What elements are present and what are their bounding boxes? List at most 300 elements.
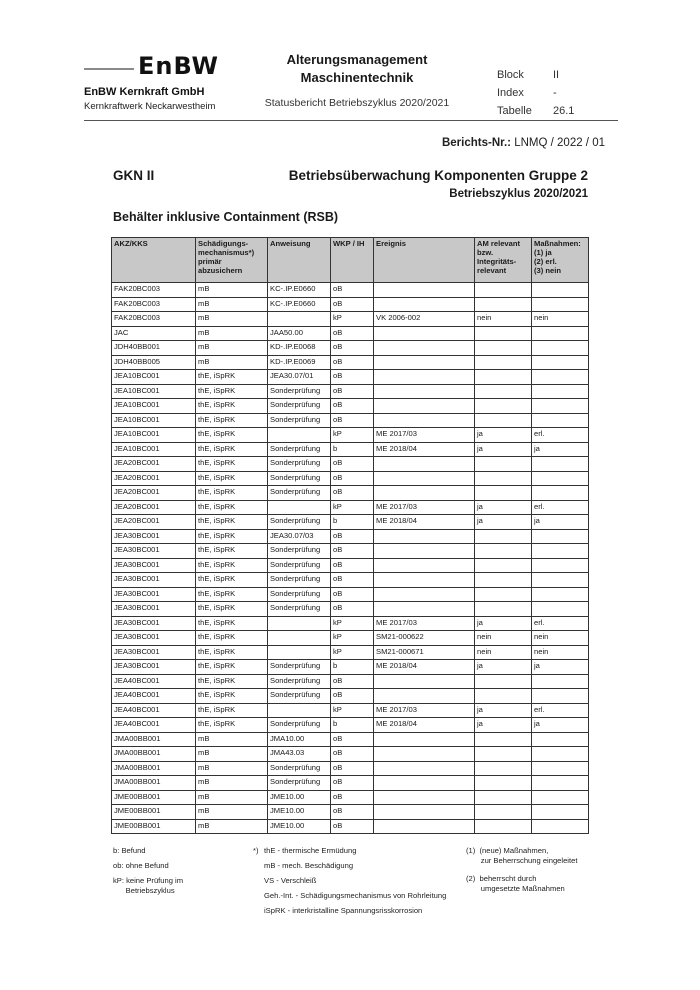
cell-wkp-ih: oB — [331, 457, 374, 472]
table-row — [112, 558, 589, 573]
cell-damage-mechanism: mB — [196, 747, 268, 762]
cell-damage-mechanism: thE, iSpRK — [196, 631, 268, 646]
cell-akz-kks: JEA10BC001 — [112, 442, 196, 457]
table-row — [112, 399, 589, 414]
cell-damage-mechanism: mB — [196, 819, 268, 834]
cell-event — [374, 558, 475, 573]
cell-damage-mechanism: thE, iSpRK — [196, 718, 268, 733]
cell-am-relevant — [475, 413, 532, 428]
cell-am-relevant — [475, 355, 532, 370]
header-am-relevant: AM relevant bzw. Integritäts- relevant — [475, 238, 532, 283]
cell-event — [374, 355, 475, 370]
header-damage-mechanism: Schädigungs- mechanismus*) primär abzusichern — [196, 238, 268, 283]
cell-event — [374, 747, 475, 762]
cell-wkp-ih: b — [331, 660, 374, 675]
cell-instruction: KD-.IP.E0068 — [268, 341, 331, 356]
cell-event — [374, 544, 475, 559]
cell-damage-mechanism: mB — [196, 312, 268, 327]
cell-event — [374, 399, 475, 414]
cell-event — [374, 674, 475, 689]
cell-event: VK 2006-002 — [374, 312, 475, 327]
cell-wkp-ih: kP — [331, 312, 374, 327]
cell-measures — [532, 399, 589, 414]
cell-damage-mechanism: thE, iSpRK — [196, 703, 268, 718]
cell-akz-kks: JEA30BC001 — [112, 573, 196, 588]
cell-instruction: Sonderprüfung — [268, 761, 331, 776]
table-row — [112, 283, 589, 298]
legend-mechanisms — [264, 846, 446, 916]
cell-instruction: Sonderprüfung — [268, 558, 331, 573]
cell-instruction — [268, 312, 331, 327]
cell-instruction: JME10.00 — [268, 805, 331, 820]
cell-measures: erl. — [532, 616, 589, 631]
cell-wkp-ih: oB — [331, 326, 374, 341]
table-row — [112, 761, 589, 776]
cell-wkp-ih: oB — [331, 486, 374, 501]
cell-akz-kks: JEA20BC001 — [112, 515, 196, 530]
cell-akz-kks: JEA40BC001 — [112, 689, 196, 704]
cell-wkp-ih: oB — [331, 355, 374, 370]
cell-instruction: Sonderprüfung — [268, 457, 331, 472]
cell-am-relevant: ja — [475, 718, 532, 733]
cell-measures — [532, 776, 589, 791]
cell-akz-kks: JEA30BC001 — [112, 602, 196, 617]
cell-am-relevant — [475, 747, 532, 762]
cell-measures — [532, 674, 589, 689]
cell-event — [374, 602, 475, 617]
header-measures: Maßnahmen: (1) ja (2) erl. (3) nein — [532, 238, 589, 283]
cell-damage-mechanism: thE, iSpRK — [196, 660, 268, 675]
cell-damage-mechanism: mB — [196, 297, 268, 312]
cell-instruction: JEA30.07/01 — [268, 370, 331, 385]
cell-event: ME 2018/04 — [374, 442, 475, 457]
cell-measures: erl. — [532, 428, 589, 443]
cell-wkp-ih: oB — [331, 399, 374, 414]
legend-item: mB - mech. Beschädigung — [264, 861, 354, 870]
cell-measures: ja — [532, 660, 589, 675]
table-row — [112, 631, 589, 646]
cell-damage-mechanism: thE, iSpRK — [196, 558, 268, 573]
cell-instruction — [268, 703, 331, 718]
cell-damage-mechanism: thE, iSpRK — [196, 573, 268, 588]
cell-damage-mechanism: thE, iSpRK — [196, 544, 268, 559]
cell-akz-kks: JEA20BC001 — [112, 500, 196, 515]
cell-event: ME 2017/03 — [374, 500, 475, 515]
cell-akz-kks: JME00BB001 — [112, 790, 196, 805]
header-title-line1: Alterungsmanagement — [286, 52, 428, 67]
cell-measures — [532, 573, 589, 588]
table-row — [112, 384, 589, 399]
cell-damage-mechanism: mB — [196, 355, 268, 370]
cell-wkp-ih: oB — [331, 747, 374, 762]
cell-am-relevant: nein — [475, 631, 532, 646]
table-row — [112, 413, 589, 428]
cell-measures — [532, 747, 589, 762]
table-row — [112, 428, 589, 443]
cell-akz-kks: JDH40BB001 — [112, 341, 196, 356]
cell-instruction — [268, 645, 331, 660]
table-row — [112, 544, 589, 559]
cell-am-relevant — [475, 399, 532, 414]
enbw-logo: EnBW — [138, 52, 219, 80]
cell-akz-kks: JEA30BC001 — [112, 660, 196, 675]
cell-am-relevant: ja — [475, 616, 532, 631]
cell-wkp-ih: oB — [331, 341, 374, 356]
cell-am-relevant — [475, 297, 532, 312]
cell-instruction: Sonderprüfung — [268, 689, 331, 704]
legend-measure-1: (1) (neue) Maßnahmen, zur Beherrschung eingeleitet — [466, 846, 578, 865]
cell-measures — [532, 370, 589, 385]
cell-event — [374, 529, 475, 544]
cell-am-relevant — [475, 790, 532, 805]
cell-akz-kks: JEA20BC001 — [112, 457, 196, 472]
table-row — [112, 805, 589, 820]
cell-instruction: Sonderprüfung — [268, 587, 331, 602]
cell-akz-kks: JMA00BB001 — [112, 776, 196, 791]
table-header-row — [112, 238, 589, 283]
cell-wkp-ih: oB — [331, 602, 374, 617]
monitoring-table — [111, 237, 589, 834]
cell-event: SM21-000671 — [374, 645, 475, 660]
cell-wkp-ih: kP — [331, 428, 374, 443]
cell-measures: erl. — [532, 500, 589, 515]
table-row — [112, 790, 589, 805]
table-row — [112, 732, 589, 747]
table-row — [112, 341, 589, 356]
legend-item: kP: keine Prüfung im Betriebszyklus — [113, 876, 184, 895]
cell-akz-kks: JEA30BC001 — [112, 529, 196, 544]
table-row — [112, 645, 589, 660]
table-row — [112, 703, 589, 718]
meta-index — [497, 87, 557, 99]
table-row — [112, 776, 589, 791]
cell-measures — [532, 558, 589, 573]
cell-instruction — [268, 616, 331, 631]
meta-table-value: 26.1 — [553, 105, 575, 117]
cell-instruction: Sonderprüfung — [268, 471, 331, 486]
cell-am-relevant — [475, 761, 532, 776]
cell-akz-kks: JEA30BC001 — [112, 544, 196, 559]
cell-measures — [532, 413, 589, 428]
page-title: Betriebsüberwachung Komponenten Gruppe 2 — [288, 168, 588, 183]
operating-cycle: Betriebszyklus 2020/2021 — [449, 188, 588, 200]
cell-wkp-ih: kP — [331, 500, 374, 515]
legend-item: VS - Verschleiß — [264, 876, 317, 885]
cell-akz-kks: JME00BB001 — [112, 819, 196, 834]
cell-event — [374, 283, 475, 298]
cell-am-relevant — [475, 341, 532, 356]
cell-wkp-ih: oB — [331, 283, 374, 298]
cell-damage-mechanism: thE, iSpRK — [196, 616, 268, 631]
table-row — [112, 486, 589, 501]
cell-am-relevant — [475, 805, 532, 820]
cell-event — [374, 370, 475, 385]
cell-damage-mechanism: mB — [196, 283, 268, 298]
cell-instruction: JMA10.00 — [268, 732, 331, 747]
cell-measures — [532, 689, 589, 704]
cell-am-relevant — [475, 384, 532, 399]
cell-measures — [532, 790, 589, 805]
cell-akz-kks: JEA10BC001 — [112, 384, 196, 399]
cell-instruction: Sonderprüfung — [268, 442, 331, 457]
logo-line — [84, 68, 134, 70]
cell-instruction: KD-.IP.E0069 — [268, 355, 331, 370]
cell-akz-kks: JEA10BC001 — [112, 413, 196, 428]
cell-event — [374, 761, 475, 776]
header-title-line2: Maschinentechnik — [300, 70, 414, 85]
cell-event — [374, 732, 475, 747]
cell-event — [374, 486, 475, 501]
cell-akz-kks: FAK20BC003 — [112, 297, 196, 312]
cell-wkp-ih: oB — [331, 819, 374, 834]
legend-item: b: Befund — [113, 846, 146, 855]
cell-am-relevant — [475, 486, 532, 501]
cell-wkp-ih: oB — [331, 689, 374, 704]
table-row — [112, 515, 589, 530]
cell-wkp-ih: oB — [331, 732, 374, 747]
cell-wkp-ih: kP — [331, 631, 374, 646]
cell-damage-mechanism: thE, iSpRK — [196, 370, 268, 385]
legend-item: ob: ohne Befund — [113, 861, 169, 870]
table-row — [112, 616, 589, 631]
table-row — [112, 602, 589, 617]
cell-damage-mechanism: thE, iSpRK — [196, 515, 268, 530]
cell-am-relevant — [475, 602, 532, 617]
table-row — [112, 355, 589, 370]
cell-instruction: Sonderprüfung — [268, 776, 331, 791]
meta-table — [497, 105, 575, 117]
cell-am-relevant: ja — [475, 515, 532, 530]
cell-damage-mechanism: thE, iSpRK — [196, 689, 268, 704]
cell-wkp-ih: kP — [331, 645, 374, 660]
cell-am-relevant — [475, 819, 532, 834]
cell-measures: nein — [532, 645, 589, 660]
legend-measure-2: (2) beherrscht durch umgesetzte Maßnahmen — [466, 874, 565, 893]
legend-item: Geh.-Int. - Schädigungsmechanismus von Rohrleitung — [264, 891, 447, 900]
cell-damage-mechanism: mB — [196, 790, 268, 805]
cell-am-relevant — [475, 544, 532, 559]
cell-am-relevant: ja — [475, 500, 532, 515]
cell-measures — [532, 297, 589, 312]
header-akz-kks: AKZ/KKS — [112, 238, 196, 283]
cell-akz-kks: FAK20BC003 — [112, 283, 196, 298]
table-row — [112, 312, 589, 327]
cell-akz-kks: JEA40BC001 — [112, 703, 196, 718]
cell-damage-mechanism: mB — [196, 341, 268, 356]
table-row — [112, 500, 589, 515]
cell-event — [374, 790, 475, 805]
header-rule — [84, 120, 618, 121]
cell-instruction: Sonderprüfung — [268, 544, 331, 559]
report-number — [442, 137, 605, 149]
cell-am-relevant — [475, 732, 532, 747]
cell-damage-mechanism: thE, iSpRK — [196, 413, 268, 428]
cell-damage-mechanism: thE, iSpRK — [196, 442, 268, 457]
cell-akz-kks: JEA30BC001 — [112, 587, 196, 602]
cell-wkp-ih: oB — [331, 573, 374, 588]
cell-akz-kks: JDH40BB005 — [112, 355, 196, 370]
meta-index-label: Index — [497, 87, 524, 99]
cell-instruction: JEA30.07/03 — [268, 529, 331, 544]
cell-event: ME 2017/03 — [374, 428, 475, 443]
table-row — [112, 297, 589, 312]
cell-damage-mechanism: thE, iSpRK — [196, 645, 268, 660]
cell-instruction: Sonderprüfung — [268, 573, 331, 588]
cell-measures — [532, 602, 589, 617]
cell-wkp-ih: oB — [331, 674, 374, 689]
table-row — [112, 587, 589, 602]
cell-event — [374, 384, 475, 399]
cell-akz-kks: FAK20BC003 — [112, 312, 196, 327]
cell-instruction: JMA43.03 — [268, 747, 331, 762]
cell-damage-mechanism: mB — [196, 805, 268, 820]
cell-event — [374, 457, 475, 472]
table-row — [112, 370, 589, 385]
cell-akz-kks: JMA00BB001 — [112, 732, 196, 747]
cell-wkp-ih: oB — [331, 471, 374, 486]
cell-damage-mechanism: thE, iSpRK — [196, 486, 268, 501]
cell-am-relevant — [475, 326, 532, 341]
cell-damage-mechanism: thE, iSpRK — [196, 674, 268, 689]
cell-damage-mechanism: mB — [196, 732, 268, 747]
cell-am-relevant — [475, 370, 532, 385]
cell-wkp-ih: oB — [331, 587, 374, 602]
table-body — [112, 283, 589, 834]
cell-measures: nein — [532, 631, 589, 646]
cell-measures — [532, 326, 589, 341]
cell-am-relevant — [475, 573, 532, 588]
table-row — [112, 442, 589, 457]
cell-wkp-ih: oB — [331, 790, 374, 805]
cell-akz-kks: JEA10BC001 — [112, 428, 196, 443]
cell-instruction: KC-.IP.E0660 — [268, 297, 331, 312]
table-row — [112, 573, 589, 588]
cell-measures — [532, 732, 589, 747]
plant-name: Kernkraftwerk Neckarwestheim — [84, 101, 216, 112]
cell-wkp-ih: b — [331, 718, 374, 733]
cell-instruction: JME10.00 — [268, 790, 331, 805]
meta-block-value: II — [553, 69, 560, 81]
cell-measures: nein — [532, 312, 589, 327]
cell-instruction: Sonderprüfung — [268, 399, 331, 414]
cell-akz-kks: JEA40BC001 — [112, 674, 196, 689]
cell-instruction: KC-.IP.E0660 — [268, 283, 331, 298]
cell-wkp-ih: kP — [331, 703, 374, 718]
cell-instruction: Sonderprüfung — [268, 602, 331, 617]
cell-measures — [532, 587, 589, 602]
cell-am-relevant — [475, 689, 532, 704]
cell-measures — [532, 457, 589, 472]
cell-am-relevant: ja — [475, 442, 532, 457]
cell-wkp-ih: b — [331, 515, 374, 530]
cell-instruction — [268, 428, 331, 443]
cell-am-relevant: nein — [475, 312, 532, 327]
cell-instruction — [268, 631, 331, 646]
section-title: Behälter inklusive Containment (RSB) — [113, 210, 339, 224]
cell-event — [374, 573, 475, 588]
cell-wkp-ih: oB — [331, 805, 374, 820]
cell-instruction — [268, 500, 331, 515]
cell-akz-kks: JEA10BC001 — [112, 370, 196, 385]
cell-instruction: Sonderprüfung — [268, 718, 331, 733]
cell-am-relevant: ja — [475, 428, 532, 443]
header-subtitle: Statusbericht Betriebszyklus 2020/2021 — [264, 97, 450, 109]
cell-measures: ja — [532, 442, 589, 457]
cell-event — [374, 776, 475, 791]
report-number-value: LNMQ / 2022 / 01 — [514, 137, 605, 149]
header-wkp-ih: WKP / IH — [331, 238, 374, 283]
cell-measures: erl. — [532, 703, 589, 718]
cell-akz-kks: JEA20BC001 — [112, 486, 196, 501]
meta-index-value: - — [553, 87, 557, 99]
cell-akz-kks: JEA30BC001 — [112, 558, 196, 573]
cell-am-relevant — [475, 776, 532, 791]
table-row — [112, 529, 589, 544]
cell-wkp-ih: oB — [331, 776, 374, 791]
cell-wkp-ih: oB — [331, 370, 374, 385]
cell-wkp-ih: oB — [331, 384, 374, 399]
cell-damage-mechanism: mB — [196, 326, 268, 341]
cell-akz-kks: JME00BB001 — [112, 805, 196, 820]
cell-event: ME 2018/04 — [374, 718, 475, 733]
cell-event: ME 2018/04 — [374, 515, 475, 530]
cell-am-relevant — [475, 674, 532, 689]
cell-event — [374, 326, 475, 341]
cell-measures — [532, 341, 589, 356]
cell-am-relevant: ja — [475, 660, 532, 675]
cell-damage-mechanism: thE, iSpRK — [196, 428, 268, 443]
cell-measures — [532, 529, 589, 544]
cell-instruction: Sonderprüfung — [268, 674, 331, 689]
cell-am-relevant — [475, 587, 532, 602]
cell-wkp-ih: oB — [331, 529, 374, 544]
cell-event — [374, 471, 475, 486]
cell-akz-kks: JAC — [112, 326, 196, 341]
cell-akz-kks: JEA10BC001 — [112, 399, 196, 414]
cell-measures — [532, 384, 589, 399]
table-row — [112, 718, 589, 733]
cell-event: ME 2017/03 — [374, 703, 475, 718]
cell-damage-mechanism: thE, iSpRK — [196, 500, 268, 515]
cell-instruction: JME10.00 — [268, 819, 331, 834]
cell-wkp-ih: oB — [331, 413, 374, 428]
cell-measures — [532, 471, 589, 486]
cell-measures — [532, 761, 589, 776]
cell-instruction: Sonderprüfung — [268, 384, 331, 399]
cell-wkp-ih: b — [331, 442, 374, 457]
cell-instruction: Sonderprüfung — [268, 660, 331, 675]
cell-damage-mechanism: thE, iSpRK — [196, 384, 268, 399]
table-row — [112, 689, 589, 704]
cell-wkp-ih: oB — [331, 544, 374, 559]
report-number-label: Berichts-Nr.: — [441, 137, 512, 149]
legend-item: iSpRK - interkristalline Spannungsrisskorrosion — [264, 906, 423, 915]
table-row — [112, 457, 589, 472]
cell-damage-mechanism: mB — [196, 776, 268, 791]
cell-measures: ja — [532, 718, 589, 733]
cell-damage-mechanism: thE, iSpRK — [196, 529, 268, 544]
legend-item: thE - thermische Ermüdung — [264, 846, 357, 855]
cell-measures: ja — [532, 515, 589, 530]
cell-am-relevant — [475, 529, 532, 544]
cell-event: ME 2018/04 — [374, 660, 475, 675]
meta-block — [497, 69, 560, 81]
cell-am-relevant — [475, 283, 532, 298]
cell-event — [374, 805, 475, 820]
cell-am-relevant: ja — [475, 703, 532, 718]
cell-event: SM21-000622 — [374, 631, 475, 646]
table-row — [112, 674, 589, 689]
